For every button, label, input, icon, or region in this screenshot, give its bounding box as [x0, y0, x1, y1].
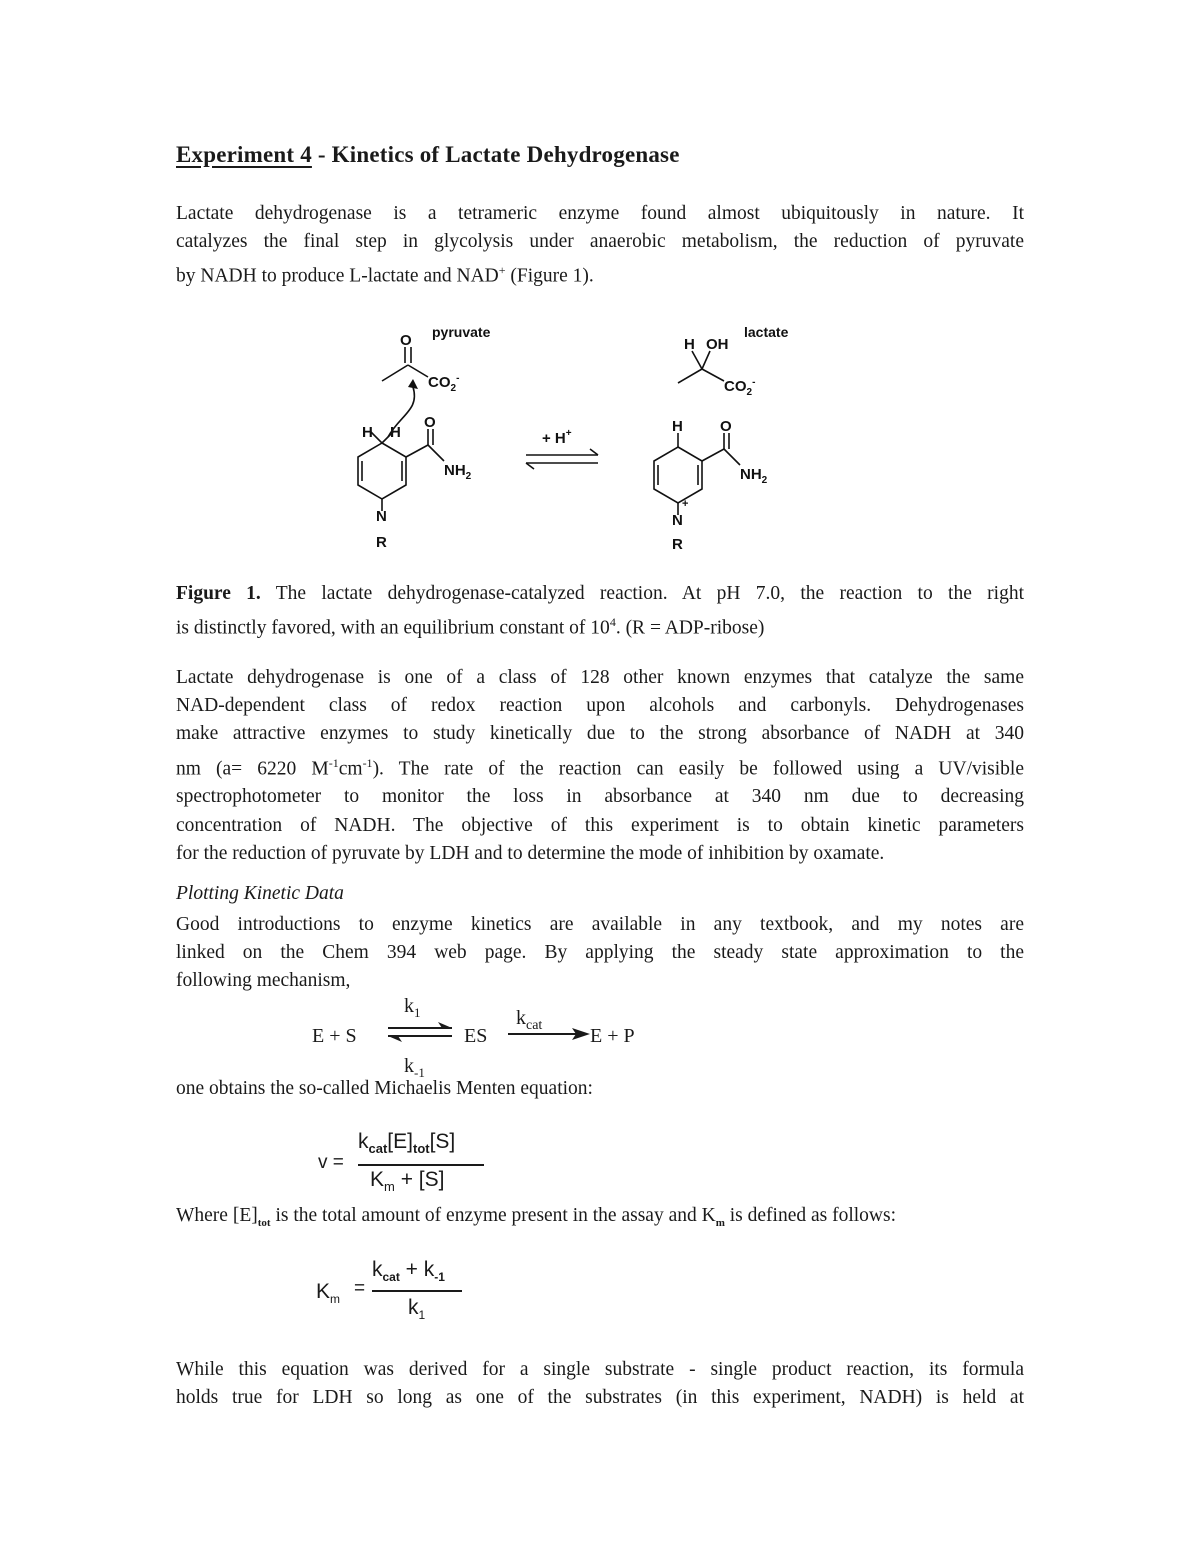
nadh-amide-o: O — [424, 414, 436, 431]
intro-line-1: Lactate dehydrogenase is a tetrameric enzyme found almost ubiquitously in nature. It — [176, 203, 1024, 224]
final-line-1: While this equation was derived for a single substrate - single product reaction, its formula — [176, 1359, 1024, 1380]
pyruvate-carbonyl-o: O — [400, 332, 412, 349]
nad-r: R — [672, 536, 683, 553]
intro-paragraph — [176, 200, 1024, 291]
title-rest: - Kinetics of Lactate Dehydrogenase — [311, 142, 680, 167]
p2-line-5: spectrophotometer to monitor the loss in absorbance at 340 nm due to decreasing — [176, 786, 1024, 808]
title-experiment: Experiment 4 — [176, 142, 312, 167]
mech-k-minus-1: $k_{-1}$ — [404, 1055, 425, 1080]
nad-n-plus: + — [682, 498, 689, 510]
nadh-nh2: $NH_2$ — [444, 462, 472, 482]
caption-line-1 — [176, 580, 1024, 608]
km-equals: = — [354, 1278, 366, 1299]
nad-amide-o: O — [720, 418, 732, 435]
paragraph-3 — [176, 911, 1024, 996]
mech-k1: $k_1$ — [404, 995, 421, 1020]
mm-intro: one obtains the so-called Michaelis Menten equation: — [176, 1078, 593, 1099]
intro-line-2: catalyzes the final step in glycolysis under anaerobic metabolism, the reduction of pyruvate — [176, 231, 1024, 253]
lactate-oh: OH — [706, 336, 729, 353]
p2-line-3: make attractive enzymes to study kinetically due to the strong absorbance of NADH at 340 — [176, 723, 1024, 745]
nadh-h-left: H — [362, 424, 373, 441]
mech-e-plus-p: E + P — [590, 1025, 635, 1047]
reaction-figure — [340, 315, 830, 555]
paragraph-2 — [176, 664, 1024, 868]
equilibrium-exponent: 4 — [609, 615, 616, 630]
intro-line-3-end: (Figure 1). — [505, 265, 594, 287]
where-line: Where $[E]_{tot}$ is the total amount of enzyme present in the assay and $K_m$ is defined as follows: — [176, 1205, 897, 1229]
km-left: $K_m$ — [316, 1280, 341, 1307]
section-heading: Plotting Kinetic Data — [176, 883, 344, 904]
lactate-co2: $CO_2^-$ — [724, 377, 756, 398]
mech-kcat: $k_{cat}$ — [516, 1007, 543, 1033]
nad-n: N — [672, 512, 683, 529]
nad-h: H — [672, 418, 683, 435]
final-line-2: holds true for LDH so long as one of the substrates (in this experiment, NADH) is held at — [176, 1387, 1024, 1409]
mm-v: v = — [318, 1152, 344, 1173]
p3-line-2: linked on the Chem 394 web page. By applying the steady state approximation to the — [176, 942, 1024, 964]
km-numerator: $k_{cat} + k_{-1}$ — [372, 1258, 445, 1285]
nadh-h-right: H — [390, 424, 401, 441]
page-title — [176, 142, 1026, 168]
final-paragraph — [176, 1356, 1024, 1412]
p2-line-7: for the reduction of pyruvate by LDH and to determine the mode of inhibition by oxamate. — [176, 842, 885, 864]
intro-line-3 — [176, 256, 1024, 291]
lactate-h: H — [684, 336, 695, 353]
figure-caption — [176, 580, 1024, 643]
mechanism-scheme — [300, 990, 660, 1080]
km-fraction-bar — [372, 1290, 462, 1292]
mm-numerator: $k_{cat}[E]_{tot}[S]$ — [358, 1130, 456, 1157]
p2-line-6: concentration of NADH. The objective of this experiment is to obtain kinetic parameters — [176, 814, 1024, 836]
pyruvate-label: pyruvate — [432, 324, 491, 340]
p2-line-2: NAD-dependent class of redox reaction upon alcohols and carbonyls. Dehydrogenases — [176, 695, 1024, 717]
km-denominator: $k_1$ — [408, 1296, 426, 1323]
km-equation — [316, 1258, 476, 1334]
mech-e-plus-s: E + S — [312, 1025, 357, 1047]
nadh-r: R — [376, 534, 387, 551]
p3-line-1: Good introductions to enzyme kinetics are available in any textbook, and my notes are — [176, 914, 1024, 935]
lactate-label: lactate — [744, 324, 789, 340]
caption-line-2-end: . (R = ADP-ribose) — [615, 617, 765, 639]
mm-fraction-bar — [358, 1164, 484, 1166]
caption-line-1-text: The lactate dehydrogenase-catalyzed reaction. At pH 7.0, the reaction to the right — [260, 583, 1024, 604]
p3-line-3: following mechanism, — [176, 970, 351, 992]
mech-es: ES — [464, 1025, 488, 1047]
p2-line-4: nm (a= 6220 $M^{-1}cm^{-1}$). The rate of the reaction can easily be followed using a UV/visible — [176, 755, 1025, 780]
mm-denominator: $K_m + [S]$ — [370, 1168, 445, 1195]
nad-nh2: $NH_2$ — [740, 466, 768, 486]
michaelis-menten-equation — [318, 1130, 498, 1200]
caption-label: Figure 1. — [176, 583, 261, 604]
caption-line-2 — [176, 608, 1024, 643]
pyruvate-co2: $CO_2^-$ — [428, 373, 460, 394]
intro-line-3-text: by NADH to produce L-lactate and NAD — [176, 265, 499, 287]
nad-plus-sup: + — [498, 263, 506, 278]
nadh-n: N — [376, 508, 387, 525]
p2-line-1: Lactate dehydrogenase is one of a class of 128 other known enzymes that catalyze the same — [176, 667, 1024, 688]
plus-h-label: + H+ — [542, 428, 572, 447]
caption-line-2-text: is distinctly favored, with an equilibrium constant of 10 — [176, 617, 610, 639]
